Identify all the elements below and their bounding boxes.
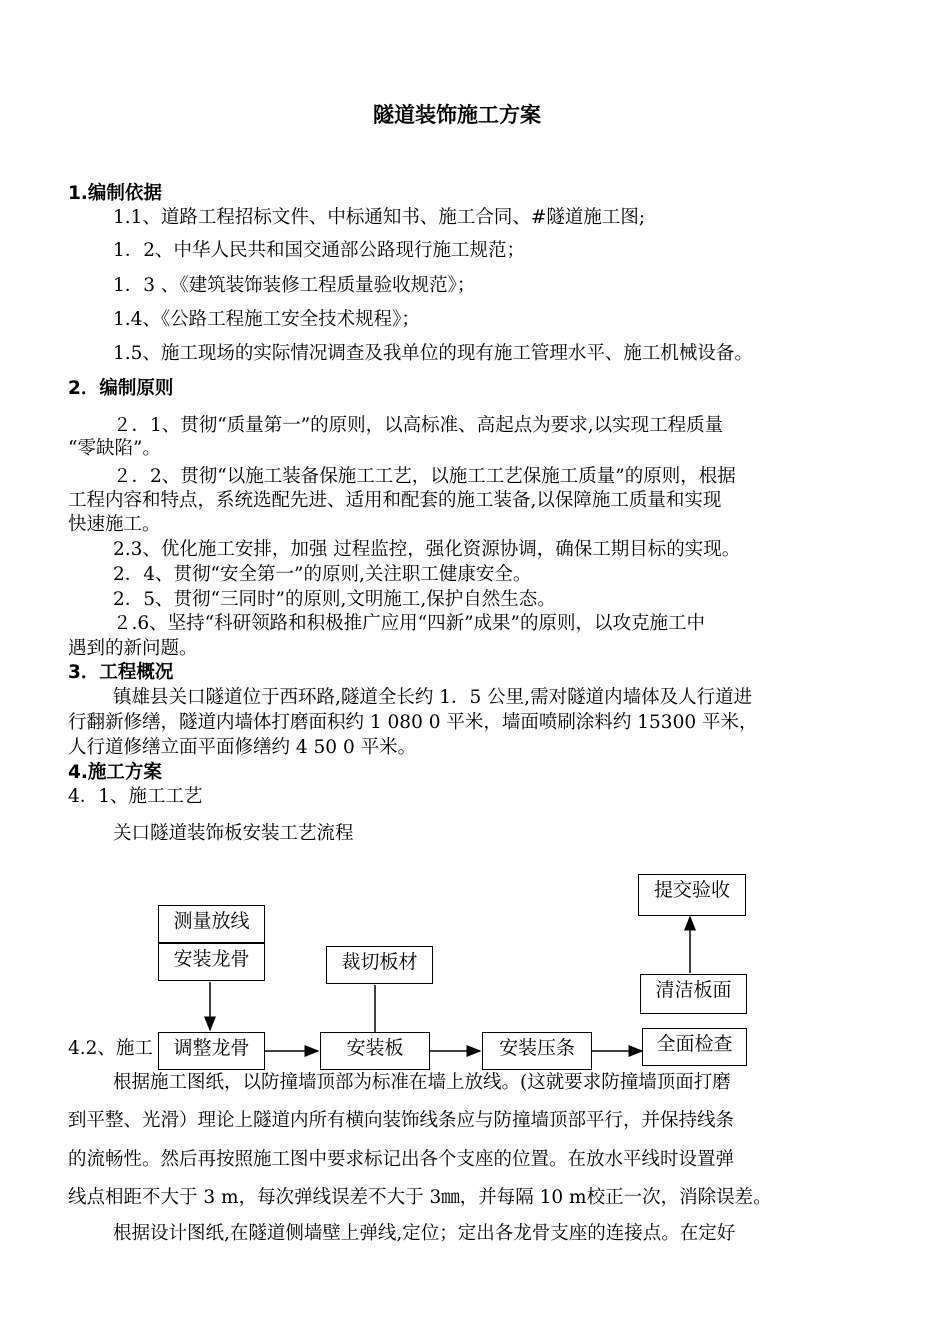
s1-item: 1.1、道路工程招标文件、中标通知书、施工合同、#隧道施工图; — [113, 207, 646, 228]
flow-box-clean: 清洁板面 — [640, 974, 747, 1014]
s1-item: 1．2、中华人民共和国交通部公路现行施工规范； — [113, 240, 526, 261]
s1-item: 1．3 、《建筑装饰装修工程质量验收规范》； — [113, 275, 476, 296]
section-3-heading: 3．工程概况 — [68, 662, 174, 683]
s2-line: 2.3、优化施工安排，加强 过程监控，强化资源协调，确保工期目标的实现。 — [113, 539, 741, 560]
s3-line: 人行道修缮立面平面修缮约 4 50 0 平米。 — [68, 737, 417, 758]
s3-line: 行翻新修缮，隧道内墙体打磨面积约 1 080 0 平米，墙面喷刷涂料约 15300 平米， — [68, 712, 758, 733]
flow-box-inspect: 全面检查 — [642, 1028, 747, 1066]
s2-line: 2．4、贯彻“安全第一”的原则,关注职工健康安全。 — [113, 564, 532, 585]
flow-title: 关口隧道装饰板安装工艺流程 — [113, 823, 354, 844]
page-title: 隧道装饰施工方案 — [373, 103, 541, 127]
s4-paragraph-line: 的流畅性。然后再按照施工图中要求标记出各个支座的位置。在放水平线时设置弹 — [68, 1149, 735, 1170]
flow-box-adjust-keel: 调整龙骨 — [158, 1032, 265, 1070]
s4-paragraph-line: 根据设计图纸,在隧道侧墙壁上弹线,定位；定出各龙骨支座的连接点。在定好 — [113, 1223, 736, 1244]
s2-line: 快速施工。 — [68, 514, 161, 535]
flow-box-cut-board: 裁切板材 — [326, 946, 433, 984]
s2-line: 工程内容和特点，系统选配先进、适用和配套的施工装备,以保障施工质量和实现 — [68, 490, 722, 511]
s2-line: 2．5、贯彻“三同时”的原则,文明施工,保护自然生态。 — [113, 589, 556, 610]
s2-line: ２.6、坚持“科研领路和积极推广应用“四新”成果”的原则，以攻克施工中 — [113, 613, 705, 634]
s3-line: 镇雄县关口隧道位于西环路,隧道全长约 1．5 公里,需对隧道内墙体及人行道进 — [113, 687, 753, 708]
s2-line: ２．1、贯彻“质量第一”的原则，以高标准、高起点为要求,以实现工程质量 — [113, 415, 724, 436]
flow-box-measure: 测量放线 — [158, 905, 265, 943]
s1-item: 1.5、施工现场的实际情况调查及我单位的现有施工管理水平、施工机械设备。 — [113, 343, 753, 364]
section-1-heading: 1.编制依据 — [68, 183, 162, 204]
flow-box-install-board: 安装板 — [320, 1032, 430, 1070]
s2-line: ２．2、贯彻“以施工装备保施工工艺，以施工工艺保施工质量”的原则，根据 — [113, 466, 736, 487]
flow-box-submit: 提交验收 — [638, 874, 746, 916]
flow-box-install-keel: 安装龙骨 — [158, 943, 265, 981]
s4-paragraph-line: 到平整、光滑）理论上隧道内所有横向装饰线条应与防撞墙顶部平行，并保持线条 — [68, 1110, 735, 1131]
s4-paragraph-line: 根据施工图纸，以防撞墙顶部为标准在墙上放线。(这就要求防撞墙顶面打磨 — [113, 1072, 731, 1093]
section-2-heading: 2．编制原则 — [68, 378, 174, 399]
s4-sub1: 4．1、施工工艺 — [68, 786, 203, 807]
flow-box-install-press: 安装压条 — [482, 1032, 592, 1070]
s2-line: “零缺陷”。 — [68, 438, 161, 459]
s2-line: 遇到的新问题。 — [68, 638, 198, 659]
s1-item: 1.4、《公路工程施工安全技术规程》； — [113, 309, 420, 330]
section-4-heading: 4.施工方案 — [68, 762, 162, 783]
s4-sub2-partial: 4.2、施工 — [68, 1038, 153, 1059]
s4-paragraph-line: 线点相距不大于 3 m，每次弹线误差不大于 3㎜，并每隔 10 m校正一次，消除误差。 — [68, 1187, 772, 1208]
